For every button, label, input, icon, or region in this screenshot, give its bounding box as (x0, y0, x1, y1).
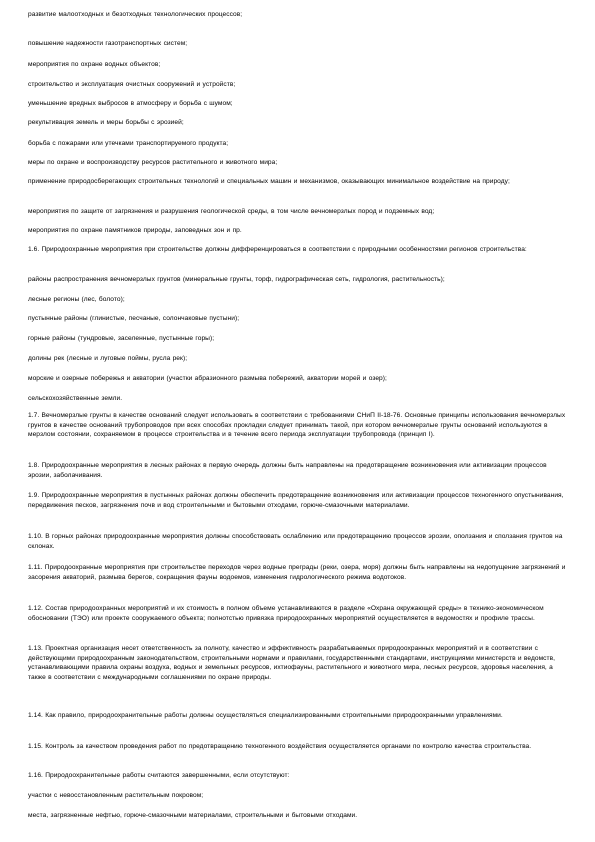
paragraph-list-item: борьба с пожарами или утечками транспортируемого продукта; (28, 140, 229, 147)
paragraph-list-item: мероприятия по защите от загрязнения и разрушения геологической среды, в том числе вечномерзлых пород и подземных вод; (28, 208, 435, 215)
paragraph-section: 1.7. Вечномерзлые грунты в качестве оснований следует использовать в соответствии с требованиями СНиП II-18-76. Основные принципы использования вечномерзлых грунтов в качестве оснований трубопроводов при всех способах прокладки следует принимать такой, при котором вечномерзлые грунты оснований используются в мерзлом состоянии, сохраняемом в процессе строительства и в течение всего периода эксплуатации трубопровода (принцип I). (28, 412, 566, 439)
paragraph-section: 1.13. Проектная организация несет ответственность за полноту, качество и эффективность разрабатываемых природоохранных мероприятий и в соответствии с действующими природоохранным законодательством, строительными нормами и правилами, государственными стандартами, инструкциями министерств и ведомств, устанавливающими правила охраны воздуха, водных и земельных ресурсов, ихтиофауны, растительного и животного мира, лесных ресурсов, здоровья населения, а также в соответствии с международными соглашениями по охране природы. (28, 645, 556, 681)
paragraph-list-item: рекультивация земель и меры борьбы с эрозией; (28, 119, 184, 126)
paragraph-section: 1.10. В горных районах природоохранные мероприятия должны способствовать ослаблению или предотвращению процессов эрозии, оползания и сползания грунтов на склонах. (28, 533, 563, 550)
paragraph-list-item: районы распространения вечномерзлых грунтов (минеральные грунты, торф, гидрографическая сеть, гидрология, растительность); (28, 276, 445, 283)
paragraph-list-item: сельскохозяйственные земли. (28, 395, 123, 402)
paragraph-list-item: участки с невосстановленным растительным покровом; (28, 792, 204, 799)
paragraph-list-item: морские и озерные побережья и акватории (участки абразионного размыва побережий, акватории морей и озер); (28, 375, 387, 382)
paragraph-list-item: строительство и эксплуатация очистных сооружений и устройств; (28, 81, 236, 88)
paragraph-list-item: уменьшение вредных выбросов в атмосферу и борьба с шумом; (28, 100, 233, 107)
paragraph-list-item: горные районы (тундровые, заселенные, пустынные горы); (28, 335, 215, 342)
paragraph-list-item: повышение надежности газотранспортных систем; (28, 40, 188, 47)
paragraph-list-item: мероприятия по охране водных объектов; (28, 61, 161, 68)
paragraph-section: 1.16. Природоохранительные работы считаются завершенными, если отсутствуют: (28, 772, 290, 779)
paragraph-list-item: развитие малоотходных и безотходных технологических процессов; (28, 11, 243, 18)
paragraph-section: 1.12. Состав природоохранных мероприятий и их стоимость в полном объеме устанавливаются в разделе «Охрана окружающей среды» в технико-экономическом обосновании (ТЭО) или проекте сооружаемого объекта; полнотстью привязка природоохранных мероприятий осуществляется в ведомостях и профиле трассы. (28, 605, 544, 622)
paragraph-section: 1.14. Как правило, природоохранительные работы должны осуществляться специализированными строительными природоохранными управлениями. (28, 712, 503, 719)
paragraph-section: 1.11. Природоохранные мероприятия при строительстве переходов через водные преграды (реки, озера, моря) должны быть направлены на недопущение загрязнений и засорения акваторий, размыва берегов, сокращения фауны водоемов, изменения гидрологического режима водотоков. (28, 564, 566, 581)
paragraph-list-item: пустынные районы (глинистые, песчаные, солончаковые пустыни); (28, 315, 240, 322)
paragraph-section: 1.15. Контроль за качеством проведения работ по предотвращению техногенного воздействия осуществляется органами по контролю качества строительства. (28, 743, 532, 750)
paragraph-section: 1.8. Природоохранные мероприятия в лесных районах в первую очередь должны быть направлены на предотвращение возникновения или активизации процессов эрозии, заболачивания. (28, 462, 547, 479)
paragraph-list-item: лесные регионы (лес, болото); (28, 296, 125, 303)
paragraph-list-item: меры по охране и воспроизводству ресурсов растительного и животного мира; (28, 159, 278, 166)
paragraph-section: 1.9. Природоохранные мероприятия в пустынных районах должны обеспечить предотвращение возникновения или активизации процессов техногенного опустынивания, передвижения песков, загрязнения почв и вод строительными и бытовыми отходами, горюче-смазочными материалами. (28, 492, 564, 509)
paragraph-list-item: долины рек (лесные и луговые поймы, русла рек); (28, 355, 188, 362)
paragraph-list-item: мероприятия по охране памятников природы, заповедных зон и пр. (28, 227, 242, 234)
paragraph-list-item: применение природосберегающих строительных технологий и специальных машин и механизмов, оказывающих минимальное воздействие на природу; (28, 178, 510, 185)
paragraph-section: 1.6. Природоохранные мероприятия при строительстве должны дифференцироваться в соответствии с природными особенностями регионов строительства: (28, 246, 527, 253)
paragraph-list-item: места, загрязненные нефтью, горюче-смазочными материалами, строительными и бытовыми отходами. (28, 812, 358, 819)
